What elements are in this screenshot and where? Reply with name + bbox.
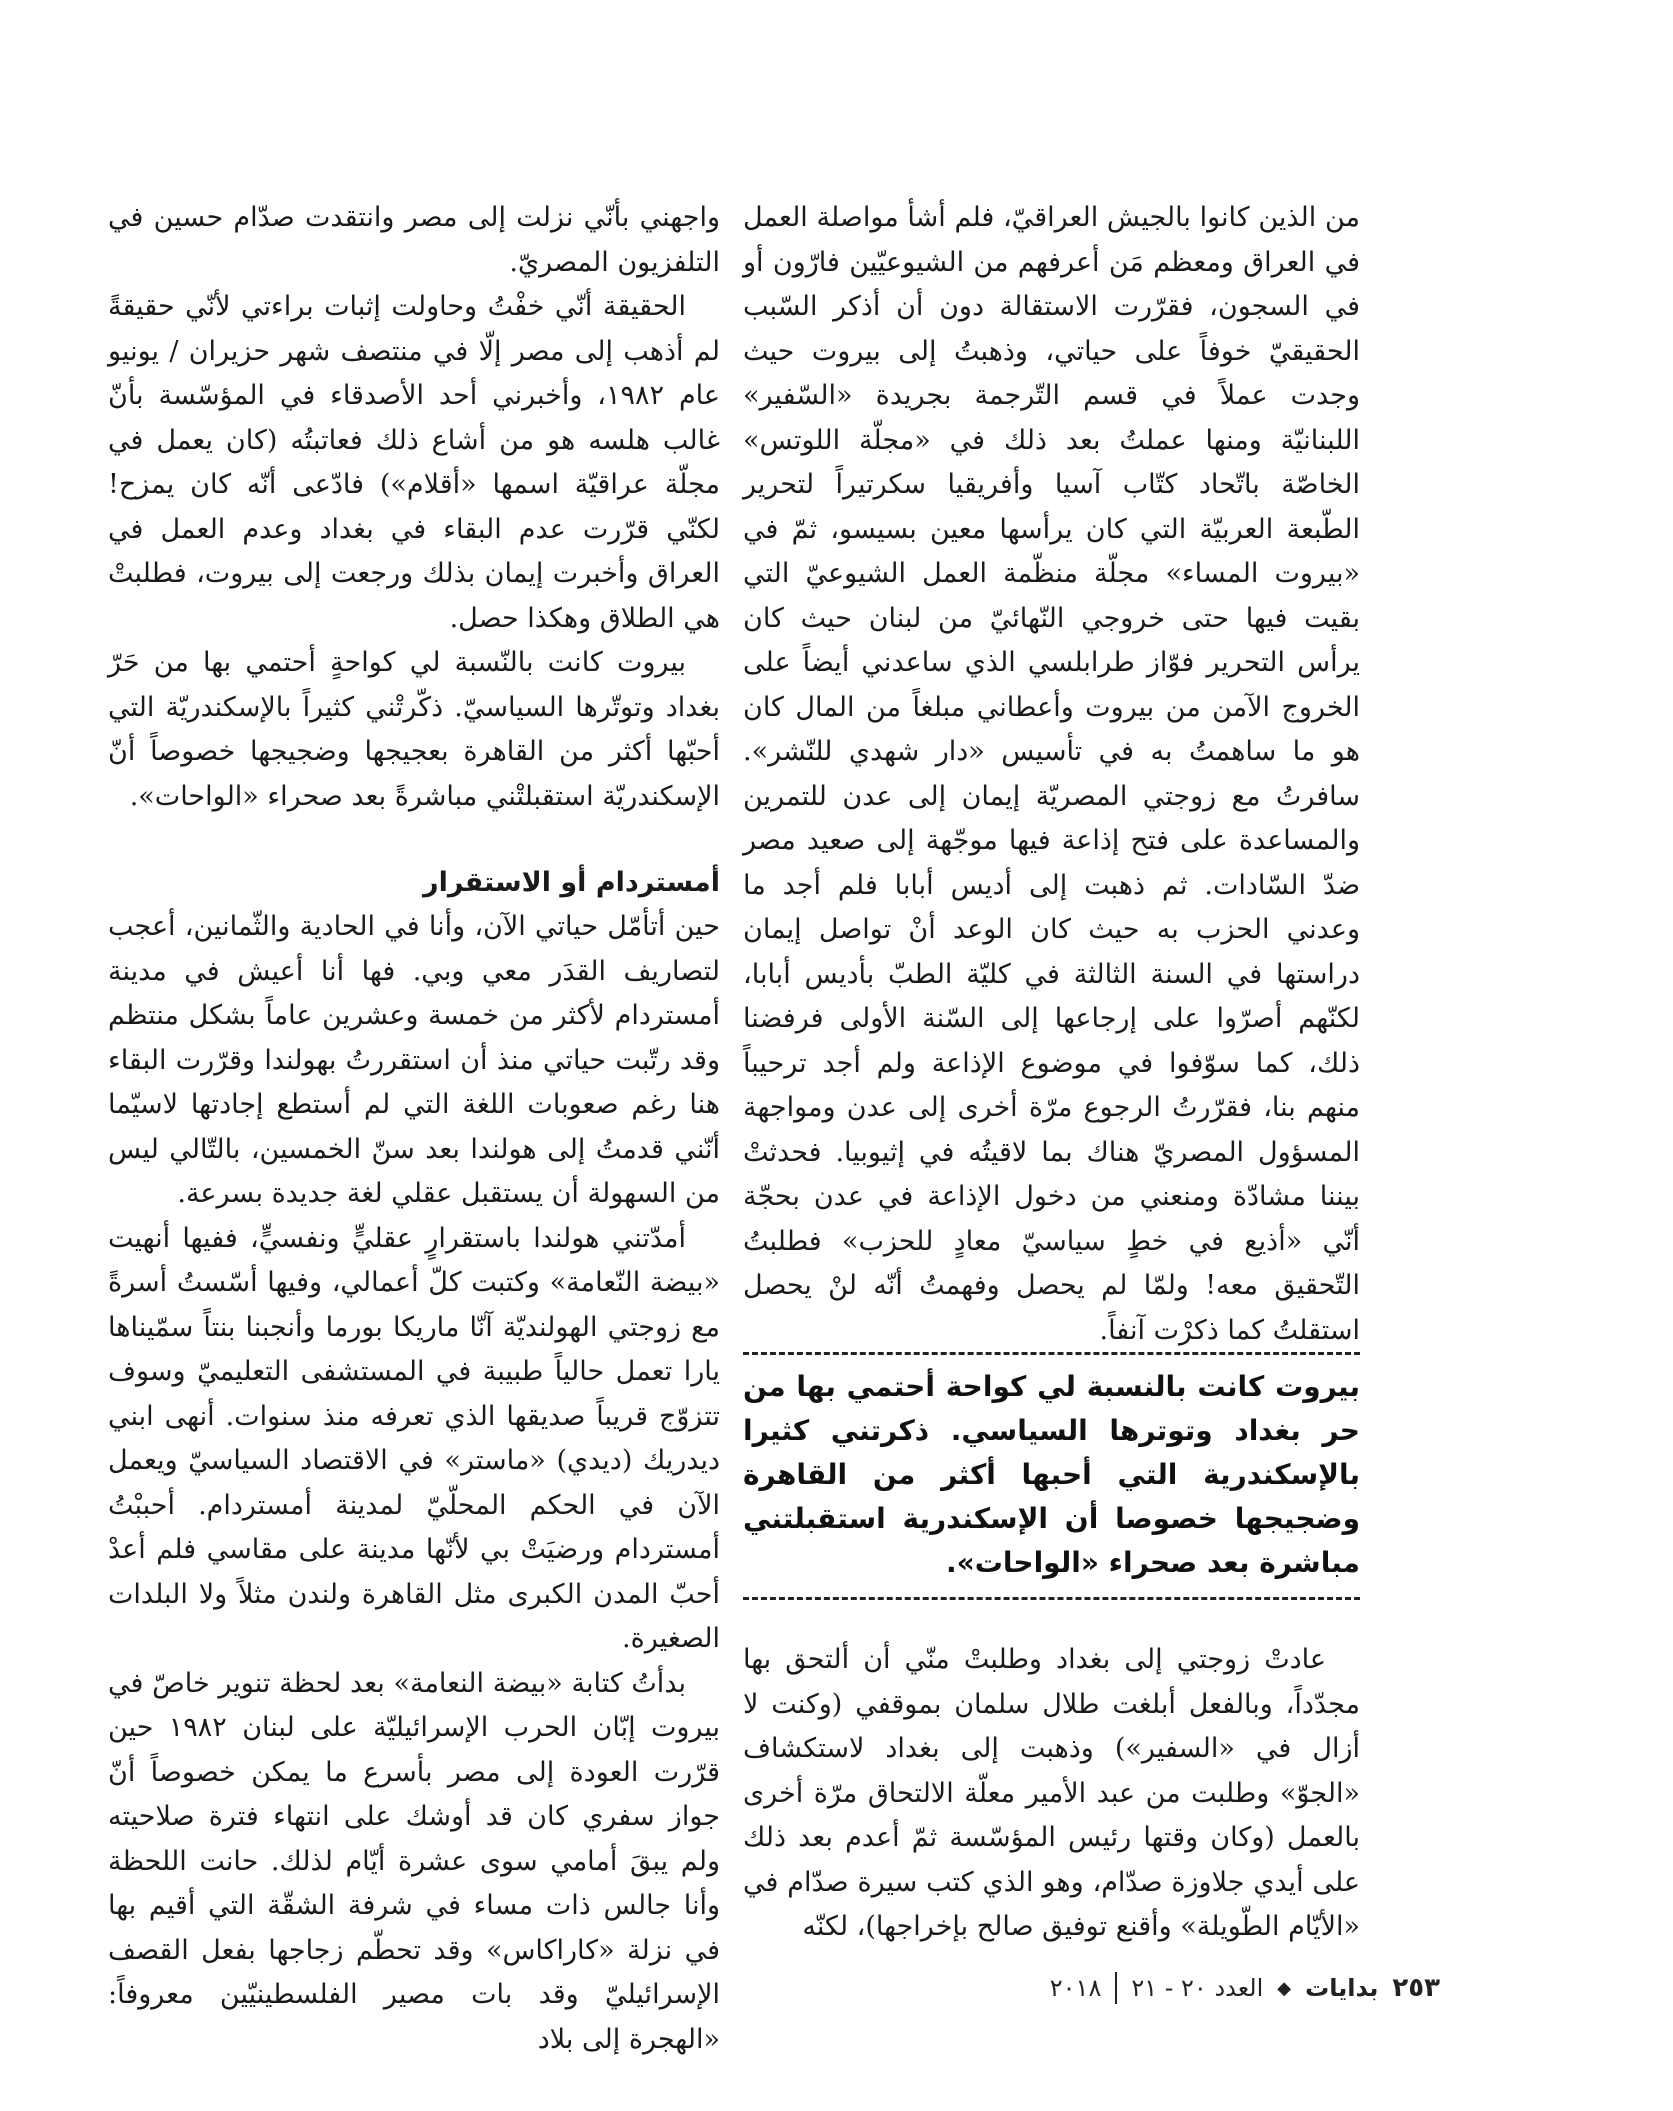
paragraph: بدأتُ كتابة «بيضة النعامة» بعد لحظة تنوير خاصّ في بيروت إبّان الحرب الإسرائيليّة على لبنان ١٩٨٢ حين قرّرت العودة إلى مصر بأسرع ما يمكن خصوصاً أنّ جواز سفري كان قد أوشك على انتهاء فترة صلاحيته ولم يبقَ أمامي سوى عشرة أيّام لذلك. حانت اللحظة وأنا جالس ذات مساء في شرفة الشقّة التي أقيم بها في نزلة «كاراكاس» وقد تحطّم زجاجها بفعل القصف الإسرائيليّ وقد بات مصير الفلسطينيّين معروفاً: «الهجرة إلى بلاد [108, 1667, 720, 2055]
footer-divider [1115, 1972, 1117, 2004]
article-column-right-continued [743, 1638, 1360, 1950]
paragraph: الحقيقة أنّي خفْتُ وحاولت إثبات براءتي لأنّي حقيقةً لم أذهب إلى مصر إلّا في منتصف شهر حزيران / يونيو عام ١٩٨٢، وأخبرني أحد الأصدقاء في المؤسّسة بأنّ غالب هلسه هو من أشاع ذلك فعاتبتُه (كان يعمل في مجلّة عراقيّة اسمها «أقلام») فادّعى أنّه كان يمزح! لكنّي قرّرت عدم البقاء في بغداد وعدم العمل في العراق وأخبرت إيمان بذلك ورجعت إلى بيروت، فطلبتْ هي الطلاق وهكذا حصل. [108, 291, 720, 634]
article-column-left [108, 196, 720, 2062]
paragraph: بيروت كانت بالنّسبة لي كواحةٍ أحتمي بها من حَرّ بغداد وتوتّرها السياسيّ. ذكّرتْني كثيراً بالإسكندريّة التي أحبّها أكثر من القاهرة بعجيجها وضجيجها خصوصاً أنّ الإسكندريّة استقبلتْني مباشرةً بعد صحراء «الواحات». [108, 647, 720, 812]
paragraph: من الذين كانوا بالجيش العراقيّ، فلم أشأ مواصلة العمل في العراق ومعظم مَن أعرفهم من الشيوعيّين فارّون أو في السجون، فقرّرت الاستقالة دون أن أذكر السّبب الحقيقيّ خوفاً على حياتي، وذهبتُ إلى بيروت حيث وجدت عملاً في قسم التّرجمة بجريدة «السّفير» اللبنانيّة ومنها عملتُ بعد ذلك في «مجلّة اللوتس» الخاصّة باتّحاد كتّاب آسيا وأفريقيا سكرتيراً لتحرير الطّبعة العربيّة التي كان يرأسها معين بسيسو، ثمّ في «بيروت المساء» مجلّة منظّمة العمل الشيوعيّ التي بقيت فيها حتى خروجي النّهائيّ من لبنان حيث كان يرأس التحرير فوّاز طرابلسي الذي ساعدني أيضاً على الخروج الآمن من بيروت وأعطاني مبلغاً من المال كان هو ما ساهمتُ به في تأسيس «دار شهدي للنّشر». سافرتُ مع زوجتي المصريّة إيمان إلى عدن للتمرين والمساعدة على فتح إذاعة فيها موجّهة إلى صعيد مصر ضدّ السّادات. ثم ذهبت إلى أديس أبابا فلم أجد ما وعدني الحزب به حيث كان الوعد أنْ تواصل إيمان دراستها في السنة الثالثة في كليّة الطبّ بأديس أبابا، لكنّهم أصرّوا على إرجاعها إلى السّنة الأولى فرفضنا ذلك، كما سوّفوا في موضوع الإذاعة ولم أجد ترحيباً منهم بنا، فقرّرتُ الرجوع مرّة أخرى إلى عدن ومواجهة المسؤول المصريّ هناك بما لاقيتُه في إثيوبيا. فحدثتْ بيننا مشادّة ومنعني من دخول الإذاعة في عدن بحجّة أنّي «أذيع في خطٍ سياسيّ معادٍ للحزب» فطلبتُ التّحقيق معه! ولمّا لم يحصل وفهمتُ أنّه لنْ يحصل استقلتُ كما ذكرْت آنفاً. [743, 202, 1360, 1346]
magazine-name: بدايات [1305, 1974, 1379, 2002]
pull-quote-text: بيروت كانت بالنسبة لي كواحة أحتمي بها من حر بغداد وتوترها السياسي. ذكرتني كثيرا بالإسكندرية التي أحبها أكثر من القاهرة وضجيجها خصوصا أن الإسكندرية استقبلتني مباشرة بعد صحراء «الواحات». [743, 1370, 1360, 1579]
pull-quote [743, 1352, 1360, 1600]
article-column-right [743, 196, 1360, 1353]
issue-number: العدد ٢٠ - ٢١ [1131, 1974, 1264, 2002]
paragraph: عادتْ زوجتي إلى بغداد وطلبتْ منّي أن ألتحق بها مجدّداً، وبالفعل أبلغت طلال سلمان بموقفي (وكنت لا أزال في «السفير») وذهبت إلى بغداد لاستكشاف «الجوّ» وطلبت من عبد الأمير معلّة الالتحاق مرّة أخرى بالعمل (وكان وقتها رئيس المؤسّسة ثمّ أعدم بعد ذلك على أيدي جلاوزة صدّام، وهو الذي كتب سيرة صدّام في «الأيّام الطّويلة» وأقنع توفيق صالح بإخراجها)، لكنّه [743, 1644, 1360, 1942]
issue-year: ٢٠١٨ [1049, 1974, 1102, 2002]
paragraph: أمدّتني هولندا باستقرارٍ عقليٍّ ونفسيٍّ، ففيها أنهيت «بيضة النّعامة» وكتبت كلّ أعمالي، وفيها أسّستُ أسرةً مع زوجتي الهولنديّة آنّا ماريكا بورما وأنجبنا بنتاً سمّيناها يارا تعمل حالياً طبيبة في المستشفى التعليميّ وسوف تتزوّج قريباً صديقها الذي تعرفه منذ سنوات. أنهى ابني ديدريك (ديدي) «ماستر» في الاقتصاد السياسيّ ويعمل الآن في الحكم المحلّيّ لمدينة أمستردام. أحببْتُ أمستردام ورضيَتْ بي لأنّها مدينة على مقاسي فلم أعدْ أحبّ المدن الكبرى مثل القاهرة ولندن مثلاً ولا البلدات الصغيرة. [108, 1222, 720, 1654]
diamond-icon: ◆ [1277, 1977, 1292, 1999]
page-footer [1000, 1968, 1440, 2008]
section-heading: أمستردام أو الاستقرار [423, 867, 720, 898]
paragraph: واجهني بأنّي نزلت إلى مصر وانتقدت صدّام حسين في التلفزيون المصريّ. [108, 202, 720, 278]
page-number: ٢٥٣ [1392, 1973, 1440, 2003]
paragraph: حين أتأمّل حياتي الآن، وأنا في الحادية والثّمانين، أعجب لتصاريف القدَر معي وبي. فها أنا أعيش في مدينة أمستردام لأكثر من خمسة وعشرين عاماً بشكل منتظم وقد رتّبت حياتي منذ أن استقررتُ بهولندا وقرّرت البقاء هنا رغم صعوبات اللغة التي لم أستطع إجادتها لاسيّما أنّني قدمتُ إلى هولندا بعد سنّ الخمسين، بالتّالي ليس من السهولة أن يستقبل عقلي لغة جديدة بسرعة. [108, 911, 720, 1209]
